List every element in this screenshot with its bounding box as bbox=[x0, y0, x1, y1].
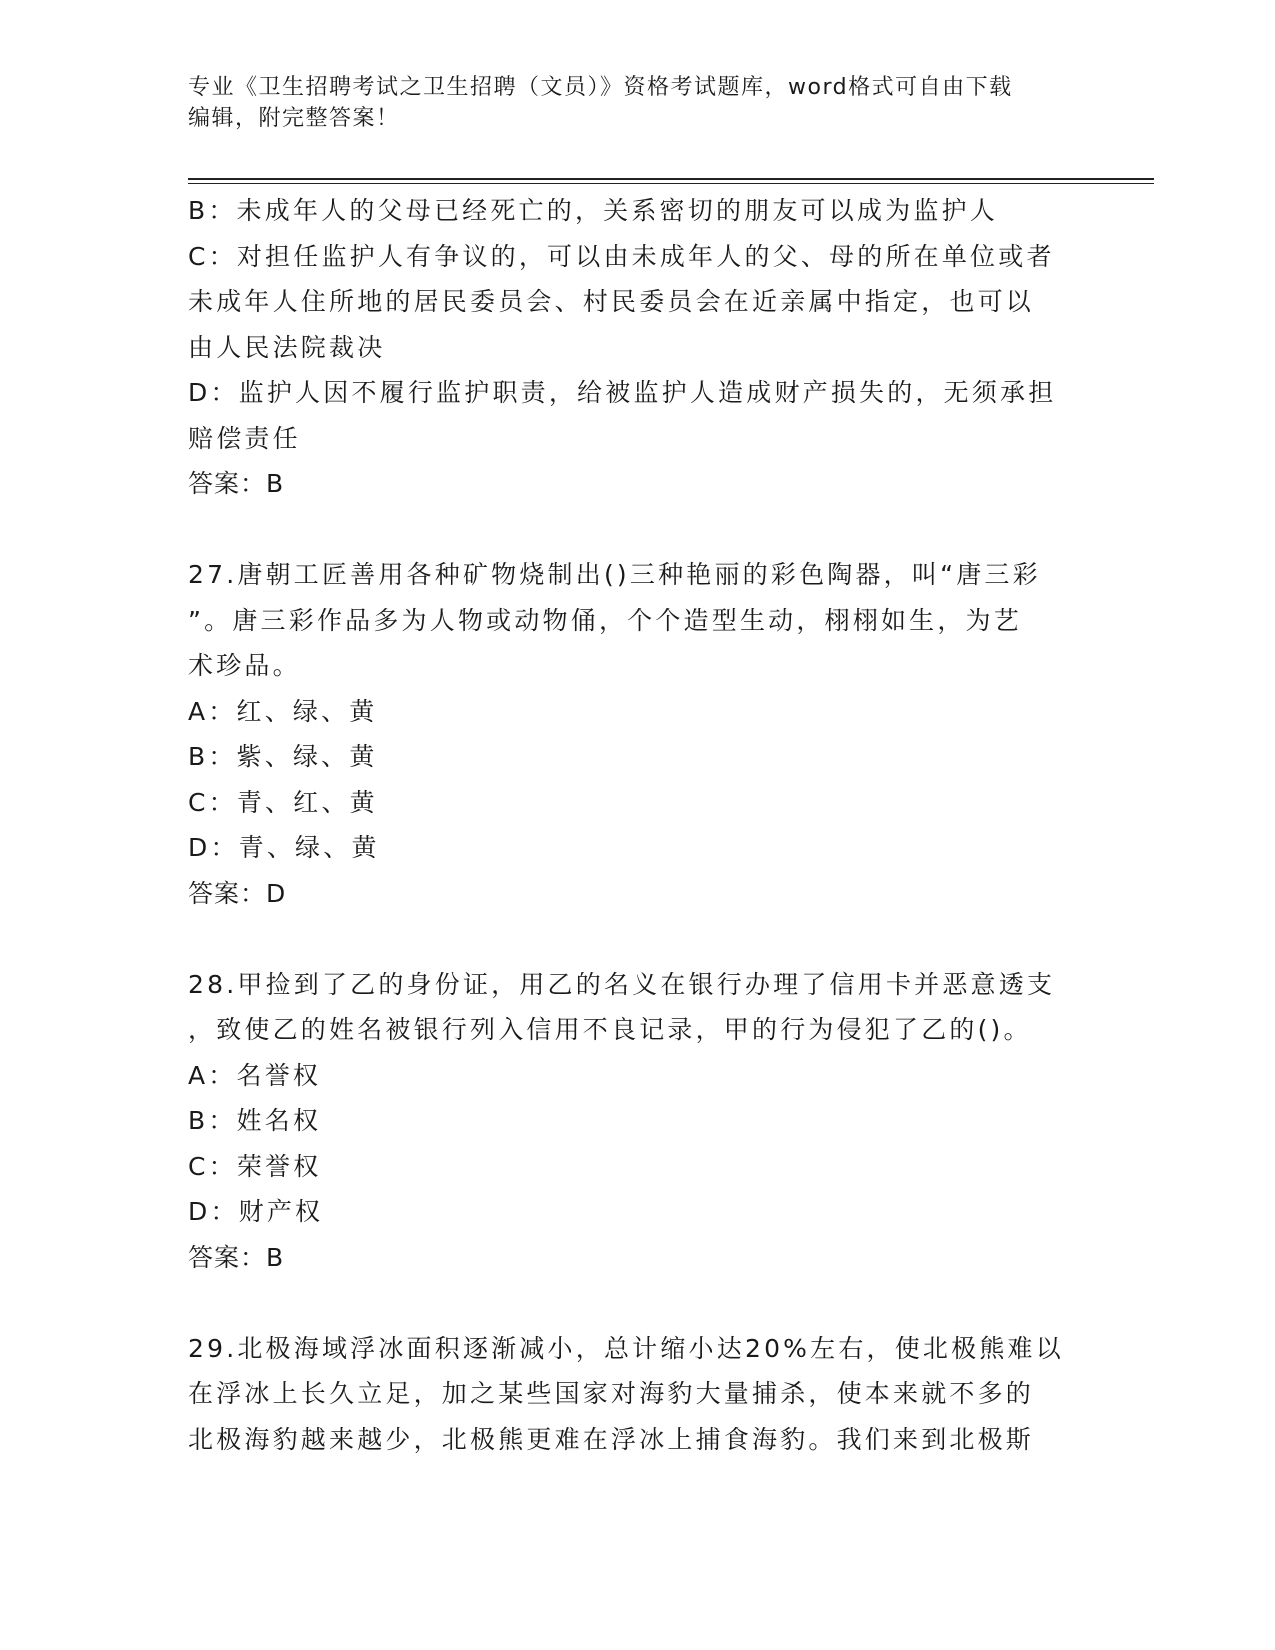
spacer bbox=[188, 916, 1088, 962]
header-line-1: 专业《卫生招聘考试之卫生招聘（文员）》资格考试题库，word格式可自由下载 bbox=[188, 75, 1013, 100]
q27-option-c: C：青、红、黄 bbox=[188, 787, 378, 817]
q27-stem-line-2: ”。唐三彩作品多为人物或动物俑，个个造型生动，栩栩如生，为艺 bbox=[188, 605, 1022, 635]
q28-option-a: A：名誉权 bbox=[188, 1060, 322, 1090]
header-divider-thin bbox=[188, 183, 1154, 184]
q28-option-d: D：财产权 bbox=[188, 1197, 324, 1226]
document-header bbox=[188, 72, 1088, 134]
q29-stem-line-2: 在浮冰上长久立足，加之某些国家对海豹大量捕杀，使本来就不多的 bbox=[188, 1379, 1035, 1408]
q26-option-d-line-1: D：监护人因不履行监护职责，给被监护人造成财产损失的，无须承担 bbox=[188, 378, 1057, 407]
q26-answer: 答案：B bbox=[188, 469, 285, 498]
q27-stem-line-3: 术珍品。 bbox=[188, 651, 301, 680]
q28-stem-line-2: ，致使乙的姓名被银行列入信用不良记录，甲的行为侵犯了乙的()。 bbox=[188, 1015, 1032, 1044]
q29-stem-line-3: 北极海豹越来越少，北极熊更难在浮冰上捕食海豹。我们来到北极斯 bbox=[188, 1424, 1035, 1454]
question-content bbox=[188, 188, 1088, 1462]
q28-answer: 答案：B bbox=[188, 1242, 285, 1272]
spacer bbox=[188, 507, 1088, 553]
q27-option-d: D：青、绿、黄 bbox=[188, 833, 380, 862]
q26-option-c-line-3: 由人民法院裁决 bbox=[188, 332, 386, 362]
question-28 bbox=[188, 962, 1088, 1281]
question-26 bbox=[188, 188, 1088, 507]
q26-option-c-line-1: C：对担任监护人有争议的，可以由未成年人的父、母的所在单位或者 bbox=[188, 241, 1055, 271]
q27-option-b: B：紫、绿、黄 bbox=[188, 742, 378, 771]
q26-option-b: B：未成年人的父母已经死亡的，关系密切的朋友可以成为监护人 bbox=[188, 196, 998, 225]
spacer bbox=[188, 1280, 1088, 1326]
q27-option-a: A：红、绿、黄 bbox=[188, 696, 378, 726]
question-29 bbox=[188, 1326, 1088, 1463]
q26-option-c-line-2: 未成年人住所地的居民委员会、村民委员会在近亲属中指定，也可以 bbox=[188, 287, 1035, 316]
q28-option-b: B：姓名权 bbox=[188, 1106, 322, 1135]
q28-option-c: C：荣誉权 bbox=[188, 1151, 322, 1181]
q27-answer: 答案：D bbox=[188, 878, 287, 908]
header-line-2: 编辑，附完整答案！ bbox=[188, 106, 400, 131]
header-divider-thick bbox=[188, 178, 1154, 180]
q29-stem-line-1: 29.北极海域浮冰面积逐渐减小，总计缩小达20%左右，使北极熊难以 bbox=[188, 1333, 1064, 1363]
q28-stem-line-1: 28.甲捡到了乙的身份证，用乙的名义在银行办理了信用卡并恶意透支 bbox=[188, 969, 1056, 999]
q27-stem-line-1: 27.唐朝工匠善用各种矿物烧制出()三种艳丽的彩色陶器，叫“唐三彩 bbox=[188, 560, 1041, 589]
question-27 bbox=[188, 552, 1088, 916]
q26-option-d-line-2: 赔偿责任 bbox=[188, 423, 301, 453]
